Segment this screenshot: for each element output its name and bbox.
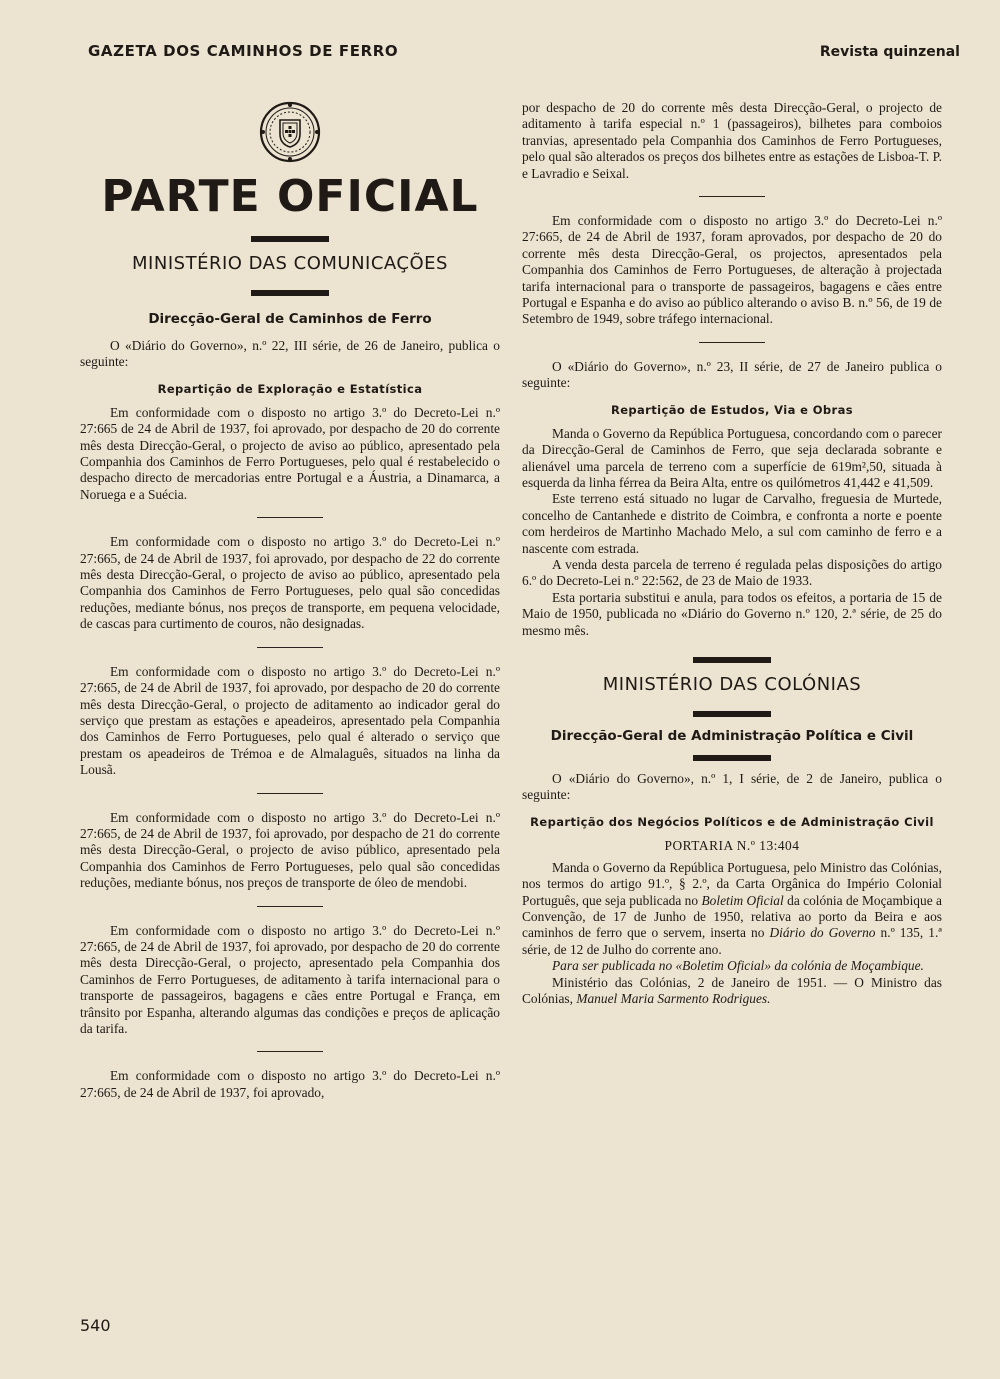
notice-paragraph: Manda o Governo da República Portuguesa, concordando com o parecer da Direcção-Geral de Caminhos de Ferro, que seja declarada sobrante e alienável uma parcela de terreno com a superfície de 619m²,50, situada à esquerda da linha férrea da Beira Alta, entre os quilómetros 41,442 e 41,509. (522, 425, 942, 490)
notice-paragraph: Este terreno está situado no lugar de Carvalho, freguesia de Murtede, concelho de Cantanhede e distrito de Coimbra, e confronta a norte e poente com herdeiros de Martinho Machado Melo, a sul com caminho de ferro e a nascente com estrada. (522, 491, 942, 556)
title-word-1: PARTE (101, 171, 261, 222)
portaria-number: PORTARIA N.º 13:404 (664, 837, 800, 853)
page-title (80, 172, 500, 222)
separator (257, 1051, 323, 1052)
department-heading: Direcção-Geral de Caminhos de Ferro (148, 311, 432, 327)
separator (257, 793, 323, 794)
notice-paragraph: Em conformidade com o disposto no artigo 3.º do Decreto-Lei n.º 27:665, de 24 de Abril de 1937, foi aprovado, (80, 1068, 500, 1100)
notice-paragraph: Em conformidade com o disposto no artigo 3.º do Decreto-Lei n.º 27:665, de 24 de Abril de 1937, foram aprovados, por despacho de 20 do corrente mês desta Direcção-Geral, os projectos, apresentados pela Companhia dos Caminhos de Ferro Portugueses, de alteração à projectada tarifa internacional para o transporte de passageiros, bagagens e cães entre Portugal e Espanha e do aviso ao público alterando o aviso B. n.º 56, de 19 de Setembro de 1949, sobre tráfego internacional. (522, 213, 942, 327)
publication-frequency: Revista quinzenal (819, 44, 960, 60)
publication-note-text: Para ser publicada no «Boletim Oficial» da colónia de Moçambique. (552, 958, 924, 974)
separator (699, 196, 765, 197)
page-number: 540 (80, 1316, 111, 1335)
separator (699, 342, 765, 343)
diario-title: Diário do Governo (769, 925, 876, 941)
divider (251, 290, 329, 296)
notice-paragraph (522, 860, 942, 958)
divider (693, 755, 771, 761)
notice-paragraph: Esta portaria substitui e anula, para todos os efeitos, a portaria de 15 de Maio de 1950, publicada no «Diário do Governo n.º 120, 2.ª série, de 25 do mesmo mês. (522, 589, 942, 638)
publication-name: GAZETA DOS CAMINHOS DE FERRO (88, 42, 399, 60)
intro-paragraph: O «Diário do Governo», n.º 23, II série, de 27 de Janeiro publica o seguinte: (522, 358, 942, 391)
divider (251, 236, 329, 242)
closing-text: Ministério das Colónias, 2 de Janeiro de 1951. — O Ministro das Colónias, (522, 974, 942, 1007)
section-heading: Repartição de Exploração e Estatística (157, 381, 423, 396)
separator (257, 906, 323, 907)
coat-of-arms-icon (258, 100, 322, 164)
signature: Manuel Maria Sarmento Rodrigues. (576, 991, 771, 1007)
ministry-heading: MINISTÉRIO DAS COLÓNIAS (602, 673, 862, 695)
left-column (80, 100, 500, 1101)
separator (257, 517, 323, 518)
notice-paragraph: Em conformidade com o disposto no artigo 3.º do Decreto-Lei n.º 27:665, de 24 de Abril de 1937, foi aprovado, por despacho de 21 do corrente mês desta Direcção-Geral, o projecto de aviso público, apresentado pela Companhia dos Caminhos de Ferro Portugueses, pelo qual são concedidas reduções, mediante bónus, nos preços de transporte de óleo de mendobi. (80, 809, 500, 891)
manda-text-3: n.º 135, 1.ª série, de 12 de Julho do corrente ano. (522, 925, 942, 957)
notice-paragraph: A venda desta parcela de terreno é regulada pelas disposições do artigo 6.º do Decreto-Lei n.º 22:562, de 23 de Maio de 1933. (522, 556, 942, 589)
notice-paragraph: por despacho de 20 do corrente mês desta Direcção-Geral, o projecto de aditamento à tarifa especial n.º 1 (passageiros), bilhetes para comboios tranvias, apresentado pela Companhia dos Caminhos de Ferro Portugueses, pelo qual são alterados os preços dos bilhetes entre as estações de Lisboa-T. P. e Lavradio e Seixal. (522, 100, 942, 181)
boletim-title: Boletim Oficial (701, 892, 784, 908)
divider (693, 711, 771, 717)
notice-paragraph: Em conformidade com o disposto no artigo 3.º do Decreto-Lei n.º 27:665 de 24 de Abril de 1937, foi aprovado, por despacho de 20 do corrente mês desta Direcção-Geral, o projecto de aviso ao público, apresentado pela Companhia dos Caminhos de Ferro Portugueses, pelo qual é restabelecido o despacho directo de mercadorias entre Portugal e a Áustria, a Dinamarca, a Noruega e a Suécia. (80, 404, 500, 502)
ministry-heading: MINISTÉRIO DAS COMUNICAÇÕES (132, 253, 448, 274)
manda-text-2: da colónia de Moçambique a Convenção, de 17 de Junho de 1950, relativa ao porto da Beira e aos caminhos de ferro que o servem, inserta no (522, 892, 942, 941)
closing-paragraph (522, 975, 942, 1008)
title-word-2: OFICIAL (276, 171, 479, 222)
section-heading: Repartição de Estudos, Via e Obras (610, 402, 854, 417)
manda-text-1: Manda o Governo da República Portuguesa, pelo Ministro das Colónias, nos termos do artigo 91.º, § 2.º, da Carta Orgânica do Império Colonial Português, que seja publicada no (522, 859, 942, 908)
separator (257, 647, 323, 648)
notice-paragraph: Em conformidade com o disposto no artigo 3.º do Decreto-Lei n.º 27:665, de 24 de Abril de 1937, foi aprovado, por despacho de 20 do corrente mês desta Direcção-Geral, o projecto de aditamento ao indicador geral do serviço que prestam as estações e apeadeiros, apresentado pela Companhia dos Caminhos de Ferro Portugueses, pelo qual é alterado o serviço que prestam os apeadeiros de Trémoa e de Almalaguês, situados na linha da Lousã. (80, 663, 500, 778)
department-heading: Direcção-Geral de Administração Política e Civil (550, 727, 914, 744)
intro-paragraph: O «Diário do Governo», n.º 22, III série, de 26 de Janeiro, publica o seguinte: (80, 338, 500, 370)
intro-paragraph: O «Diário do Governo», n.º 1, I série, de 2 de Janeiro, publica o seguinte: (522, 770, 942, 803)
right-column (522, 100, 942, 1007)
publication-note (522, 958, 942, 974)
notice-paragraph: Em conformidade com o disposto no artigo 3.º do Decreto-Lei n.º 27:665, de 24 de Abril de 1937, foi aprovado, por despacho de 20 do corrente mês desta Direcção-Geral, o projecto, apresentado pela Companhia dos Caminhos de Ferro Portugueses, de aditamento à tarifa internacional para o transporte de passageiros, bagagens e cães entre Portugal e França, em trânsito por Espanha, alterando algumas das condições e preços de aplicação da tarifa. (80, 922, 500, 1036)
notice-paragraph: Em conformidade com o disposto no artigo 3.º do Decreto-Lei n.º 27:665, de 24 de Abril de 1937, foi aprovado, por despacho de 22 do corrente mês desta Direcção-Geral, o projecto de aviso ao público, apresentado pela Companhia dos Caminhos de Ferro Portugueses, pelo qual são concedidas reduções, mediante bónus, nos preços de transporte, em pequena velocidade, de cascas para curtimento de couros, não designadas. (80, 534, 500, 632)
section-heading: Repartição dos Negócios Políticos e de Administração Civil (530, 814, 934, 829)
divider (693, 657, 771, 663)
